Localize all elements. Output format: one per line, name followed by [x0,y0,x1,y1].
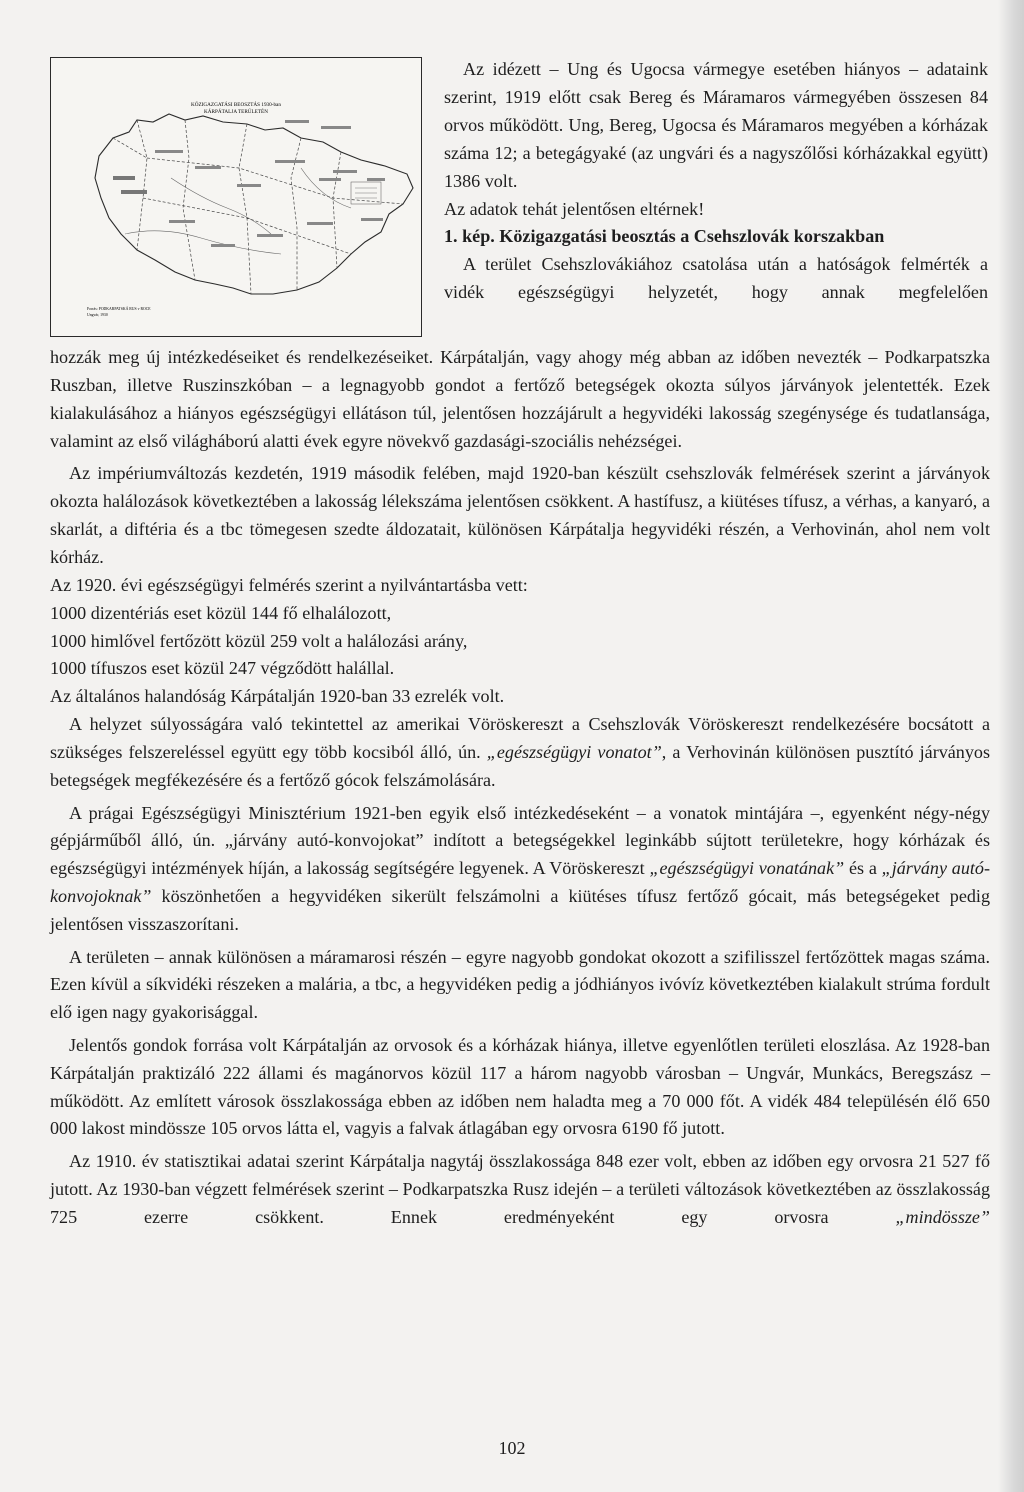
map-source-line1: Forrás: PODKARPATSKÁ RUS v ROCE [87,307,151,311]
paragraph-6: A prágai Egészségügyi Minisztérium 1921-ben egyik első intézkedéseként – a vonatok mintájára –, egyenként négy-négy gépjárműből álló, ún. „járvány autó-konvojokat” indított a betegségekkel leginkább sújtott területekre, hogy kórházak és egészségügyi intézmények híján, a lakosság segítségére legyenek. A Vöröskereszt „egészségügyi vonatának” és a „járvány autó-konvojoknak” köszönhetően a hegyvidéken sikerült felszámolni a kiütéses tífusz fertőző gócait, más betegségeket pedig jelentősen visszaszorítani. [50,802,990,935]
main-text [50,344,990,1232]
paragraph-4: Az impériumváltozás kezdetén, 1919 második felében, majd 1920-ban készült csehszlovák felmérések szerint a járványok okozta halálozások következtében a lakosság lélekszáma jelentősen csökkent. A hastífusz, a kiütéses tífusz, a vérhas, a kanyaró, a skarlát, a diftéria és a tbc tömegesen szedte áldozatait, különösen Kárpátalja hegyvidéki részén, a Verhovinán, ahol nem volt kórház. [50,463,990,567]
survey-line-intro: Az 1920. évi egészségügyi felmérés szerint a nyilvántartásba vett: [50,574,528,595]
page-edge-shadow [998,0,1024,1492]
map-rivers [125,168,351,254]
quote-only: „mindössze” [895,1206,990,1227]
figure-caption: 1. kép. Közigazgatási beosztás a Csehszlovák korszakban [444,226,885,247]
paragraph-1: Az idézett – Ung és Ugocsa vármegye esetében hiányos – adataink szerint, 1919 előtt csak Bereg és Máramaros vármegyében összesen 84 orvos működött. Ung, Bereg, Ugocsa és Máramaros megyében a kórházak száma 12; a betegágyaké (az ungvári és a nagyszőlősi kórházakkal együtt) 1386 volt. [444,59,988,191]
paragraph-7: A területen – annak különösen a máramarosi részén – egyre nagyobb gondokat okozott a szifilisszel fertőzöttek magas száma. Ezen kívül a síkvidéki részeken a malária, a tbc, a hegyvidéken pedig a jódhiányos ivóvíz következtében kialakult strúma fordult elő igen nagy gyakorisággal. [50,946,990,1023]
survey-line-mortality: Az általános halandóság Kárpátalján 1920-ban 33 ezrelék volt. [50,686,505,707]
map-title-line1: KÖZIGAZGATÁSI BEOSZTÁS 1930-ban [191,102,281,108]
quote-health-train: „egészségügyi vonatot” [486,742,662,763]
survey-line-dysentery: 1000 dizentériás eset közül 144 fő elhalálozott, [50,602,392,623]
administrative-map-figure [50,57,422,337]
text-beside-map [444,56,988,307]
map-district-borders [113,120,403,294]
map-labels [113,120,385,247]
paragraph-5: A helyzet súlyosságára való tekintettel az amerikai Vöröskereszt a Csehszlovák Vöröskereszt rendelkezésére bocsátott a szükséges felszereléssel együtt egy több kocsiból álló, ún. „egészségügyi vonatot”, a Verhovinán különösen pusztító járványos betegségek megfékezésére és a fertőző gócok felszámolására. [50,714,990,791]
quote-health-train-2: „egészségügyi vonatának” [649,858,845,879]
map-title-line2: KÁRPÁTALJA TERÜLETÉN [204,109,268,115]
paragraph-3-continued: hozzák meg új intézkedéseiket és rendelkezéseiket. Kárpátalján, vagy ahogy még abban az időben nevezték – Podkarpatszka Ruszban, illetve Ruszinszkóban – a legnagyobb gondot a fertőző betegségek okozta súlyos járványok jelentették. Ezek kialakulásához a hiányos egészségügyi ellátáson túl, jelentősen hozzájárult a hegyvidéki lakosság szegénysége és tudatlansága, valamint az első világháború alatti évek egyre növekvő gazdasági-szociális nehézségei. [50,347,990,451]
paragraph-3-start: A terület Csehszlovákiához csatolása után a hatóságok felmérték a vidék egészségügyi helyzetét, hogy annak megfelelően [444,254,988,303]
paragraph-8: Jelentős gondok forrása volt Kárpátalján az orvosok és a kórházak hiánya, illetve egyenlőtlen területi eloszlása. Az 1928-ban Kárpátalján praktizáló 222 állami és magánorvos közül 117 a három nagyobb városban – Ungvár, Munkács, Beregszász – működött. Az említett városok összlakossága ebben az időben nem haladta meg a 70 000 főt. A vidék 484 településén élő 650 000 lakost mindössze 105 orvos látta el, vagyis a falvak átlagában egy orvosra 6190 fő jutott. [50,1034,990,1139]
quote-epidemic-convoys: „járvány autó-konvojoknak” [50,858,990,907]
map-drawing [51,58,420,335]
paragraph-2: Az adatok tehát jelentősen eltérnek! [444,198,705,219]
page-number: 102 [498,1438,526,1458]
map-source-line2: Ungvár, 1930 [87,313,108,317]
paragraph-9: Az 1910. év statisztikai adatai szerint Kárpátalja nagytáj összlakossága 848 ezer volt, ebben az időben egy orvosra 21 527 fő jutott. Az 1930-ban végzett felmérések szerint – Podkarpatszka Rusz idején – a területi változások következtében az összlakosság 725 ezerre csökkent. Ennek eredményeként egy orvosra „mindössze” [50,1150,990,1227]
survey-line-typhus: 1000 tífuszos eset közül 247 végződött halállal. [50,658,395,679]
survey-line-smallpox: 1000 himlővel fertőzött közül 259 volt a halálozási arány, [50,630,468,651]
